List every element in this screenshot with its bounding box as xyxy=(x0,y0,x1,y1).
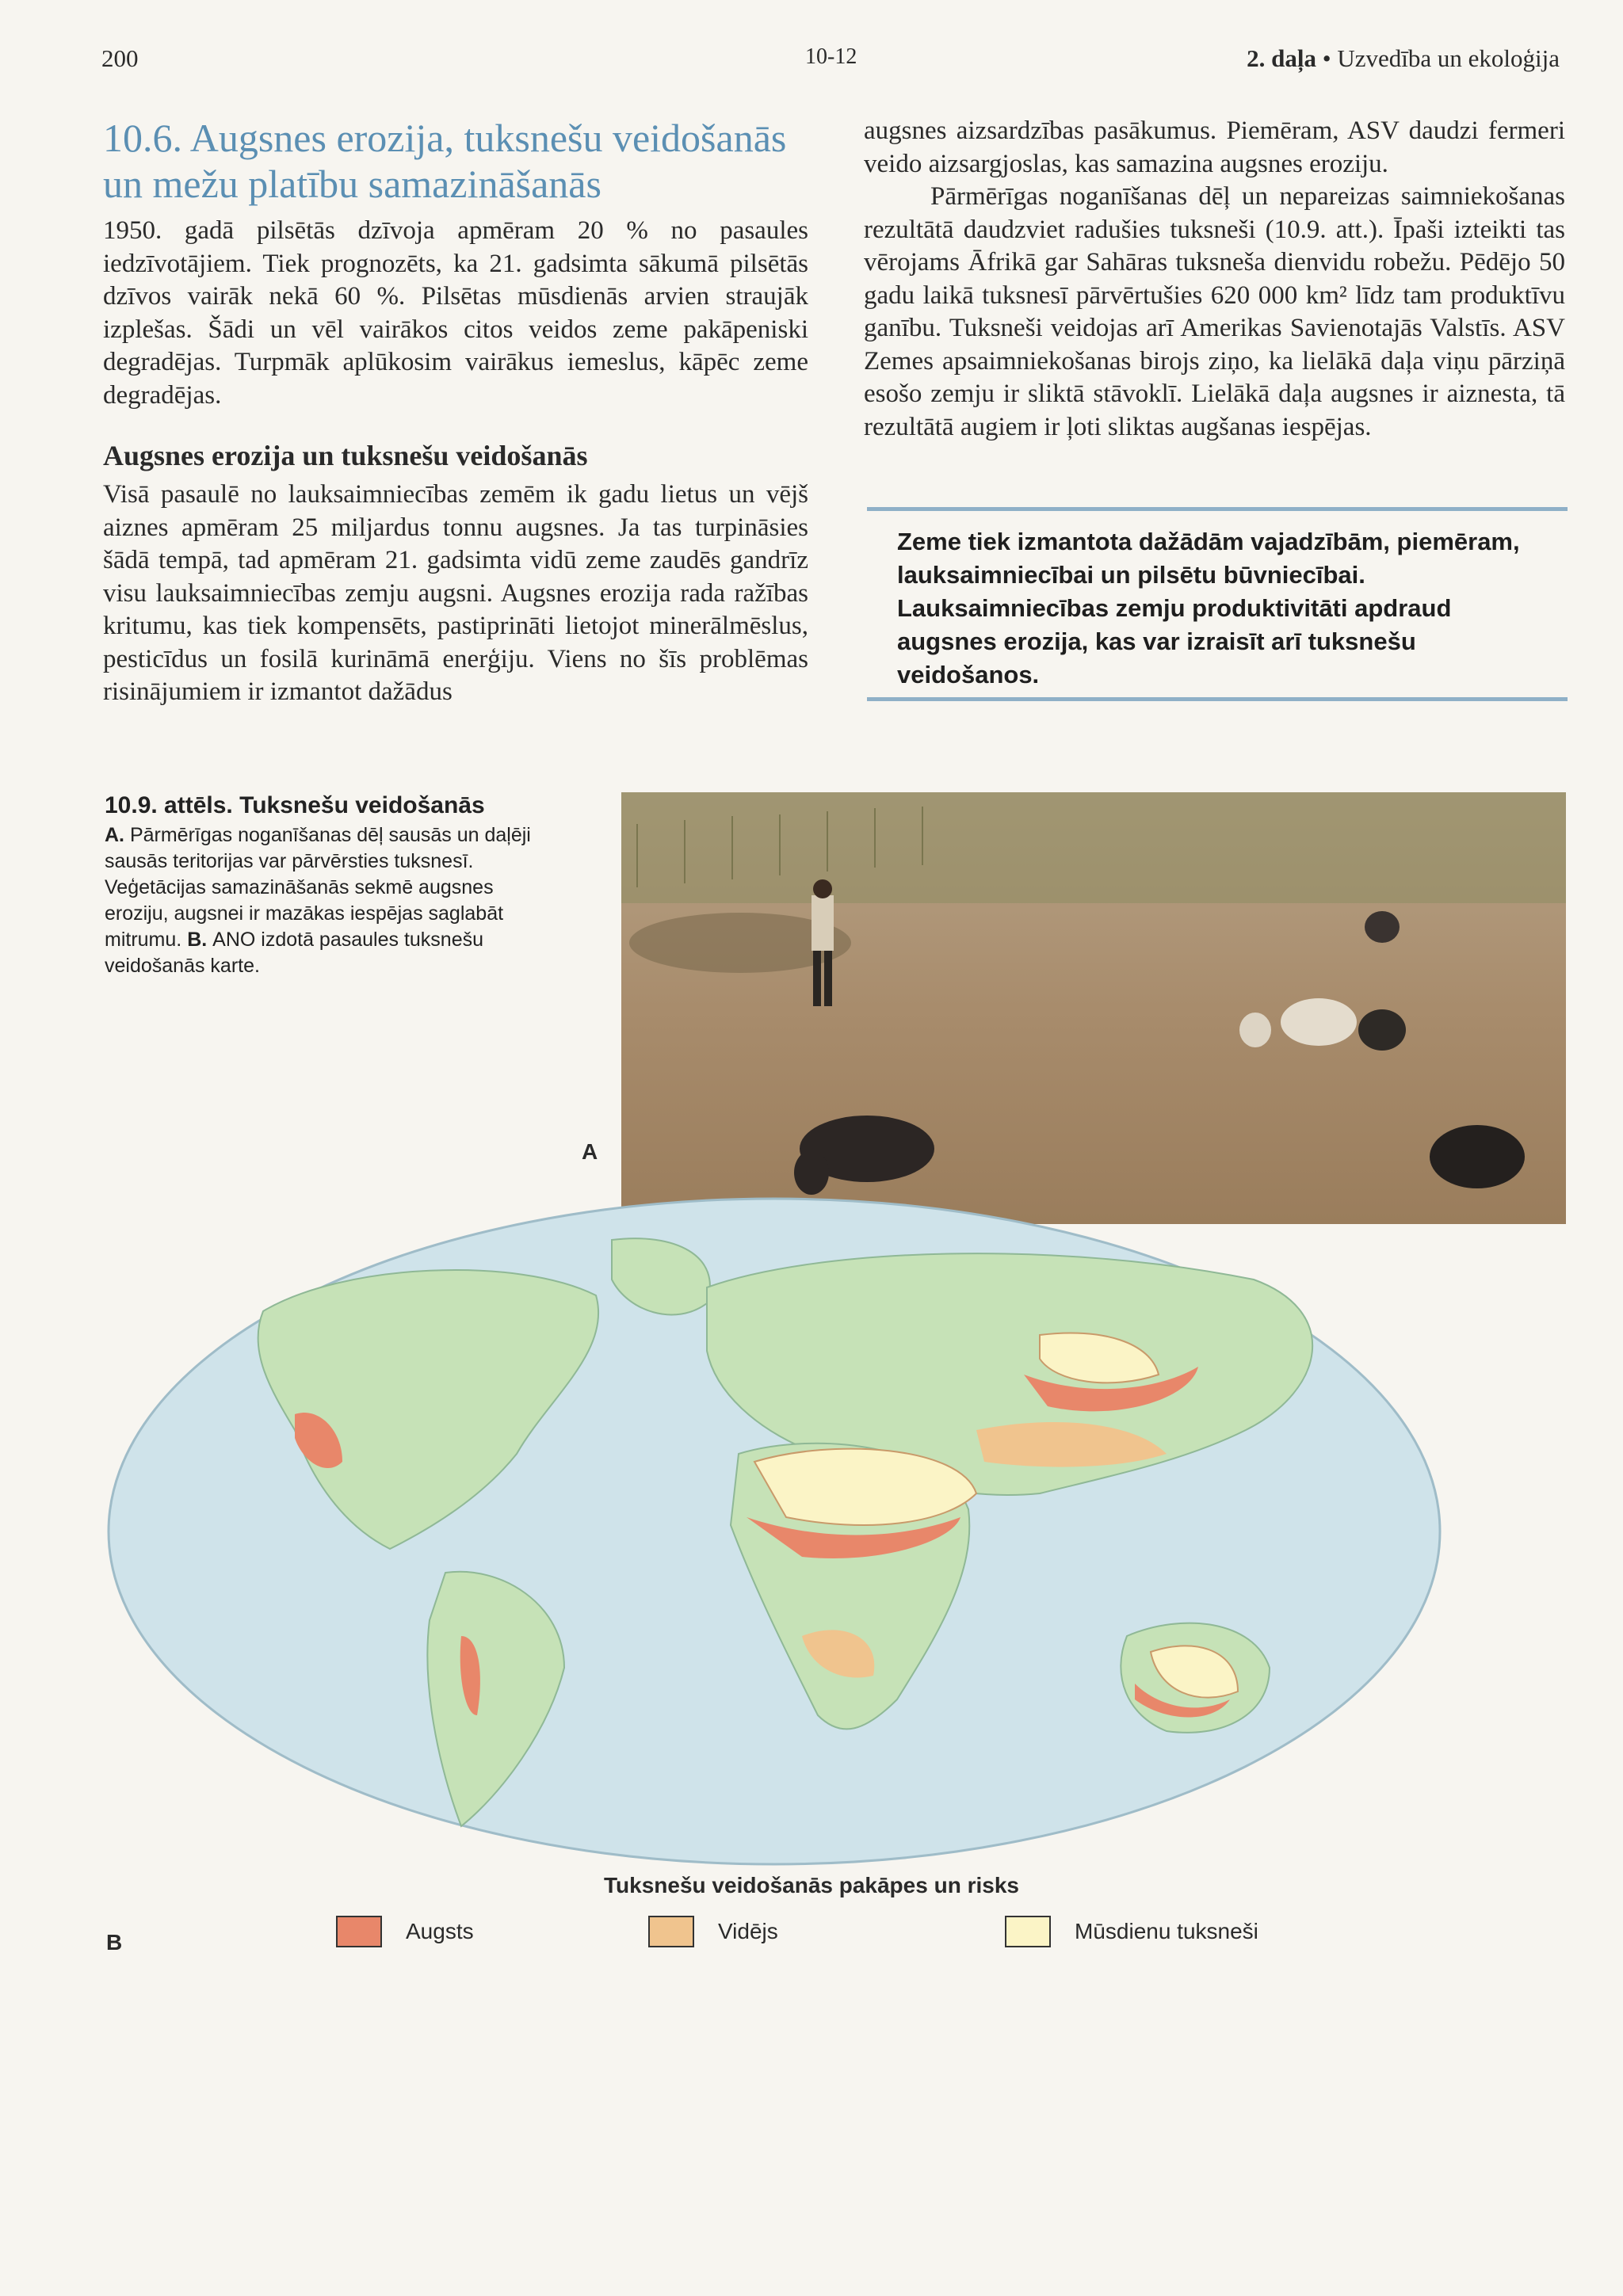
desertification-paragraph: Pārmērīgas noganīšanas dēļ un nepareizas saimniekošanas rezultātā daudzviet radušies tuksneši (10.9. att.). Īpaši izteikti tas vērojams Āfrikā gar Sahāras tuksneša dienvidu robežu. Pēdējo 50 gadu laikā tuksnesī pārvērtušies 620 000 km² līdz tam produktīvu ganību. Tuksneši veidojas arī Amerikas Savienotajās Valstīs. ASV Zemes apsaimniekošanas birojs ziņo, ka lielākā daļa viņu pārziņā esošo zemju ir sliktā stāvoklī. Lielākā daļa augsnes ir aiznesta, tā rezultātā augiem ir ļoti sliktas augšanas iespējas. xyxy=(864,182,1565,441)
legend-swatch-high xyxy=(336,1916,382,1947)
legend-item-high xyxy=(336,1916,474,1947)
legend-label-medium: Vidējs xyxy=(718,1919,778,1943)
header-bullet: • xyxy=(1322,44,1331,72)
part-title: Uzvedība un ekoloģija xyxy=(1337,44,1560,72)
panel-label-b: B xyxy=(106,1930,123,1955)
part-label: 2. daļa xyxy=(1247,44,1316,72)
legend-swatch-medium xyxy=(648,1916,694,1947)
figure-caption xyxy=(105,792,556,979)
page-code: 10-12 xyxy=(805,44,857,69)
figure-title: 10.9. attēls. Tuksnešu veidošanās xyxy=(105,792,485,818)
caption-label-b: B. xyxy=(187,929,208,951)
page-number: 200 xyxy=(101,44,139,72)
legend-label-high: Augsts xyxy=(406,1919,474,1943)
subheading: Augsnes erozija un tuksnešu veidošanās xyxy=(103,440,588,471)
overgrazing-photo xyxy=(621,792,1566,1224)
key-concept-callout: Zeme tiek izmantota dažādām vajadzībām, piemēram, lauksaimniecībai un pilsētu būvniecībai. Lauksaimniecības zemju produktivitāti apdraud augsnes erozija, kas var izraisīt arī tuksnešu veidošanos. xyxy=(867,507,1568,701)
left-column xyxy=(103,115,808,709)
legend-label-desert: Mūsdienu tuksneši xyxy=(1075,1919,1258,1943)
section-title: 10.6. Augsnes erozija, tuksnešu veidošanās un mežu platību samazināšanās xyxy=(103,116,787,206)
desertification-world-map xyxy=(105,1192,1444,1870)
running-header xyxy=(1247,44,1560,73)
right-column xyxy=(864,115,1565,444)
legend-swatch-desert xyxy=(1005,1916,1051,1947)
erosion-paragraph: Visā pasaulē no lauksaimniecības zemēm ik gadu lietus un vējš aiznes apmēram 25 miljardus tonnu augsnes. Ja tas turpināsies šādā tempā, tad apmēram 21. gadsimta vidū zeme zaudēs gandrīz visu lauksaimniecības zemju augsni. Augsnes erozija rada ražības kritumu, kas tiek kompensēts, pastiprināti lietojot minerālmēslus, pesticīdus un fosilā kurināmā enerģiju. Viens no šīs problēmas risinājumiem ir izmantot dažādus xyxy=(103,480,808,706)
legend-title: Tuksnešu veidošanās pakāpes un risks xyxy=(604,1873,1019,1897)
panel-label-a: A xyxy=(582,1139,598,1164)
caption-text-b: ANO izdotā pasaules tuksnešu veidošanās karte. xyxy=(105,929,483,977)
legend-item-medium xyxy=(648,1916,778,1947)
caption-text-a: Pārmērīgas noganīšanas dēļ sausās un daļēji sausās teritorijas var pārvērsties tuksnesī. Veģetācijas samazināšanās sekmē augsnes eroziju, augsnei ir mazākas iespējas saglabāt mitrumu. xyxy=(105,824,531,951)
legend-item-desert xyxy=(1005,1916,1258,1947)
intro-paragraph: 1950. gadā pilsētās dzīvoja apmēram 20 % no pasaules iedzīvotājiem. Tiek prognozēts, ka 21. gadsimta sākumā pilsētās dzīvos vairāk nekā 60 %. Pilsētas mūsdienās arvien straujāk izplešas. Šādi un vēl vairākos citos veidos zeme pakāpeniski degradējas. Turpmāk aplūkosim vairākus iemeslus, kāpēc zeme degradējas. xyxy=(103,216,808,410)
erosion-paragraph-continued: augsnes aizsardzības pasākumus. Piemēram, ASV daudzi fermeri veido aizsargjoslas, kas samazina augsnes eroziju. xyxy=(864,116,1565,178)
figure-text xyxy=(105,822,556,979)
caption-label-a: A. xyxy=(105,824,124,846)
